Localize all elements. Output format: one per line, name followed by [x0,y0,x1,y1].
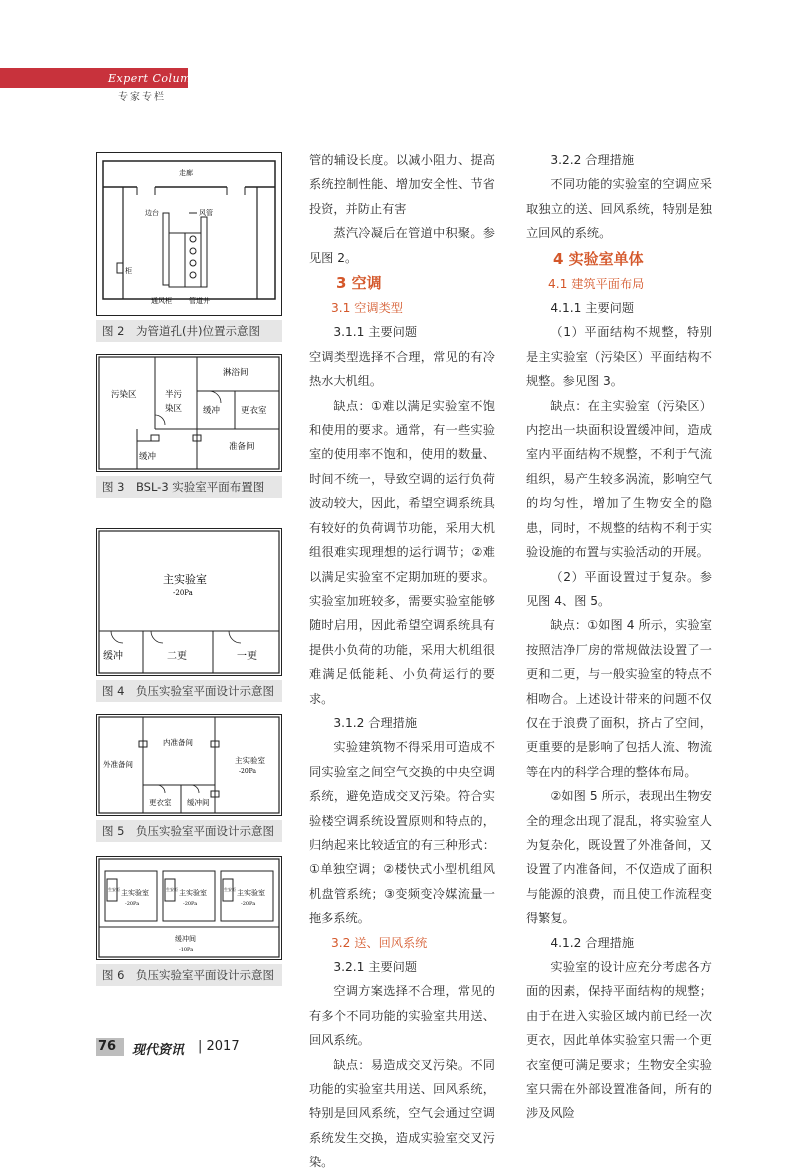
paragraph: 缺点：在主实验室（污染区）内挖出一块面积设置缓冲间，造成室内平面结构不规整，不利于气流组织，易产生较多涡流，影响空气的均匀性，增加了生物安全的隐患，同时，不规整的结构不利于实验设施的布置与实验活动的开展。 [526,398,712,560]
section-heading: 3 空调 [336,274,382,293]
paragraph: 空调方案选择不合理，常见的有多个不同功能的实验室共用送、回风系统。 [309,984,495,1048]
figure-2-plan [96,152,282,316]
figure-4-caption: 图 4 负压实验室平面设计示意图 [96,680,282,702]
figure-6-plan [96,856,282,960]
figure-5 [96,714,282,842]
label-change2: 二更 [167,651,187,662]
label-duct: 风管 [199,209,213,217]
label-corridor: 走廊 [179,169,193,177]
figure-3-caption: 图 3 BSL-3 实验室平面布置图 [96,476,282,498]
label-pressure-3: -20Pa [241,901,256,907]
label-change1: 一更 [237,651,257,662]
subsection-heading: 3.2 送、回风系统 [330,935,428,950]
subsection-heading: 3.1 空调类型 [330,301,403,316]
label-pressure-2: -20Pa [183,901,198,907]
label-box-1: 生安柜 [108,887,120,892]
figure-4 [96,528,282,702]
label-semi2: 染区 [165,404,183,414]
label-pressure: -20Pa [173,589,193,597]
column-title-cn: 专家专栏 [118,92,166,103]
paragraph: （1）平面结构不规整，特别是主实验室（污染区）平面结构不规整。参见图 3。 [526,325,712,389]
figure-3-plan [96,354,282,472]
label-change: 更衣室 [241,406,267,416]
subsection-heading: 4.1 建筑平面布局 [547,276,645,291]
magazine-name: 现代资讯 [132,1043,185,1058]
column-title-en: Expert Column [108,72,199,85]
paragraph: （2）平面设置过于复杂。参见图 4、图 5。 [526,569,712,608]
paragraph: ②如图 5 所示，表现出生物安全的理念出现了混乱，将实验室人为复杂化，既设置了外准备间，又设置了内准备间，不仅造成了面积与能源的浪费，而且使工作流程变得繁复。 [526,789,712,926]
label-main-1: 主实验室 [121,889,149,897]
section-heading: 4 实验室单体 [553,249,644,268]
subsubsection-heading: 3.1.1 主要问题 [333,325,418,340]
label-outerprep: 外准备间 [103,760,133,769]
figure-2-caption: 图 2 为管道孔(井)位置示意图 [96,320,282,342]
paragraph: 缺点：①如图 4 所示，实验室按照洁净厂房的常规做法设置了一更和二更，与一般实验室的特点不相吻合。上述设计带来的问题不仅仅在于浪费了面积，挤占了空间，更重要的是影响了包括人流、物流等在内的科学合理的整体布局。 [526,618,712,779]
issue-year: | 2017 [198,1039,240,1054]
page-number: 76 [98,1039,117,1054]
paragraph: 缺点：①难以满足实验室不饱和使用的要求。通常，有一些实验室的使用率不饱和，使用的数量、时间不统一，导致空调的运行负荷波动较大，因此，希望空调系统具有较好的负荷调节功能，采用大机组很难实现理想的运行调节；②难以满足实验室不定期加班的要求。实验室加班较多，需要实验室能够随时启用，因此希望空调系统具有提供小负荷的功能，采用大机组很难满足低能耗、小负荷运行的要求。 [309,398,495,706]
paragraph: 实验建筑物不得采用可造成不同实验室之间空气交换的中央空调系统，避免造成交叉污染。符合实验楼空调系统设置原则和特点的，归纳起来比较适宜的有三种形式：①单独空调；②楼快式小型机组风机盘管系统；③变频变冷媒流量一拖多系统。 [309,740,495,926]
paragraph: 不同功能的实验室的空调应采取独立的送、回风系统，特别是独立回风的系统。 [526,177,712,241]
subsubsection-heading: 4.1.2 合理措施 [550,935,635,950]
label-buffer: 缓冲间 [187,798,210,807]
paragraph: 空调类型选择不合理，常见的有冷热水大机组。 [309,349,495,389]
label-main: 主实验室 [235,756,265,765]
label-prep: 准备间 [229,442,255,452]
label-shaft: 管道井 [189,297,210,305]
text-column-2 [309,148,495,1175]
label-semi1: 半污 [165,390,183,400]
label-pressure-1: -20Pa [125,901,140,907]
label-buffer2: 缓冲 [139,452,157,462]
figure-6 [96,856,282,986]
issue-year-value: 2017 [206,1039,240,1054]
subsubsection-heading: 3.1.2 合理措施 [333,715,418,730]
label-buffer: 缓冲间 [175,935,196,943]
paragraph: 管的辅设长度。以减小阻力、提高系统控制性能、增加安全性、节省投资，并防止有害 [309,153,495,216]
label-main-2: 主实验室 [179,889,207,897]
label-buffer: 缓冲 [203,406,221,416]
label-box-3: 生安柜 [224,887,236,892]
figure-2 [96,152,282,342]
label-innerprep: 内准备间 [163,738,193,747]
label-pressure: -20Pa [239,768,257,775]
subsubsection-heading: 4.1.1 主要问题 [550,301,635,316]
figure-5-plan [96,714,282,816]
paragraph: 缺点：易造成交叉污染。不同功能的实验室共用送、回风系统，特别是回风系统，空气会通过空调系统发生交换，造成实验室交叉污染。 [309,1057,495,1170]
label-contam: 污染区 [111,390,137,400]
paragraph: 实验室的设计应充分考虑各方面的因素，保持平面结构的规整；由于在进入实验区域内前已经一次更衣，因此单体实验室只需一个更衣室便可满足要求；生物安全实验室只需在外部设置准备间，所有的涉及风险 [526,960,712,1121]
label-ventcab: 通风柜 [151,297,172,305]
figure-3 [96,354,282,498]
label-edge: 边台 [145,209,159,217]
label-main-3: 主实验室 [237,889,265,897]
text-column-3 [526,148,712,1126]
figure-6-caption: 图 6 负压实验室平面设计示意图 [96,964,282,986]
subsubsection-heading: 3.2.2 合理措施 [550,153,635,167]
paragraph: 蒸汽冷凝后在管道中积聚。参见图 2。 [309,226,495,265]
figure-5-caption: 图 5 负压实验室平面设计示意图 [96,820,282,842]
label-buffer: 缓冲 [103,651,123,662]
label-cab: 柜 [125,267,132,275]
label-box-2: 生安柜 [166,887,178,892]
label-shower: 淋浴间 [223,368,249,378]
label-main: 主实验室 [163,573,207,586]
figure-4-plan [96,528,282,676]
subsubsection-heading: 3.2.1 主要问题 [333,960,418,974]
label-pressure2: -10Pa [179,947,194,953]
label-change: 更衣室 [149,798,172,807]
